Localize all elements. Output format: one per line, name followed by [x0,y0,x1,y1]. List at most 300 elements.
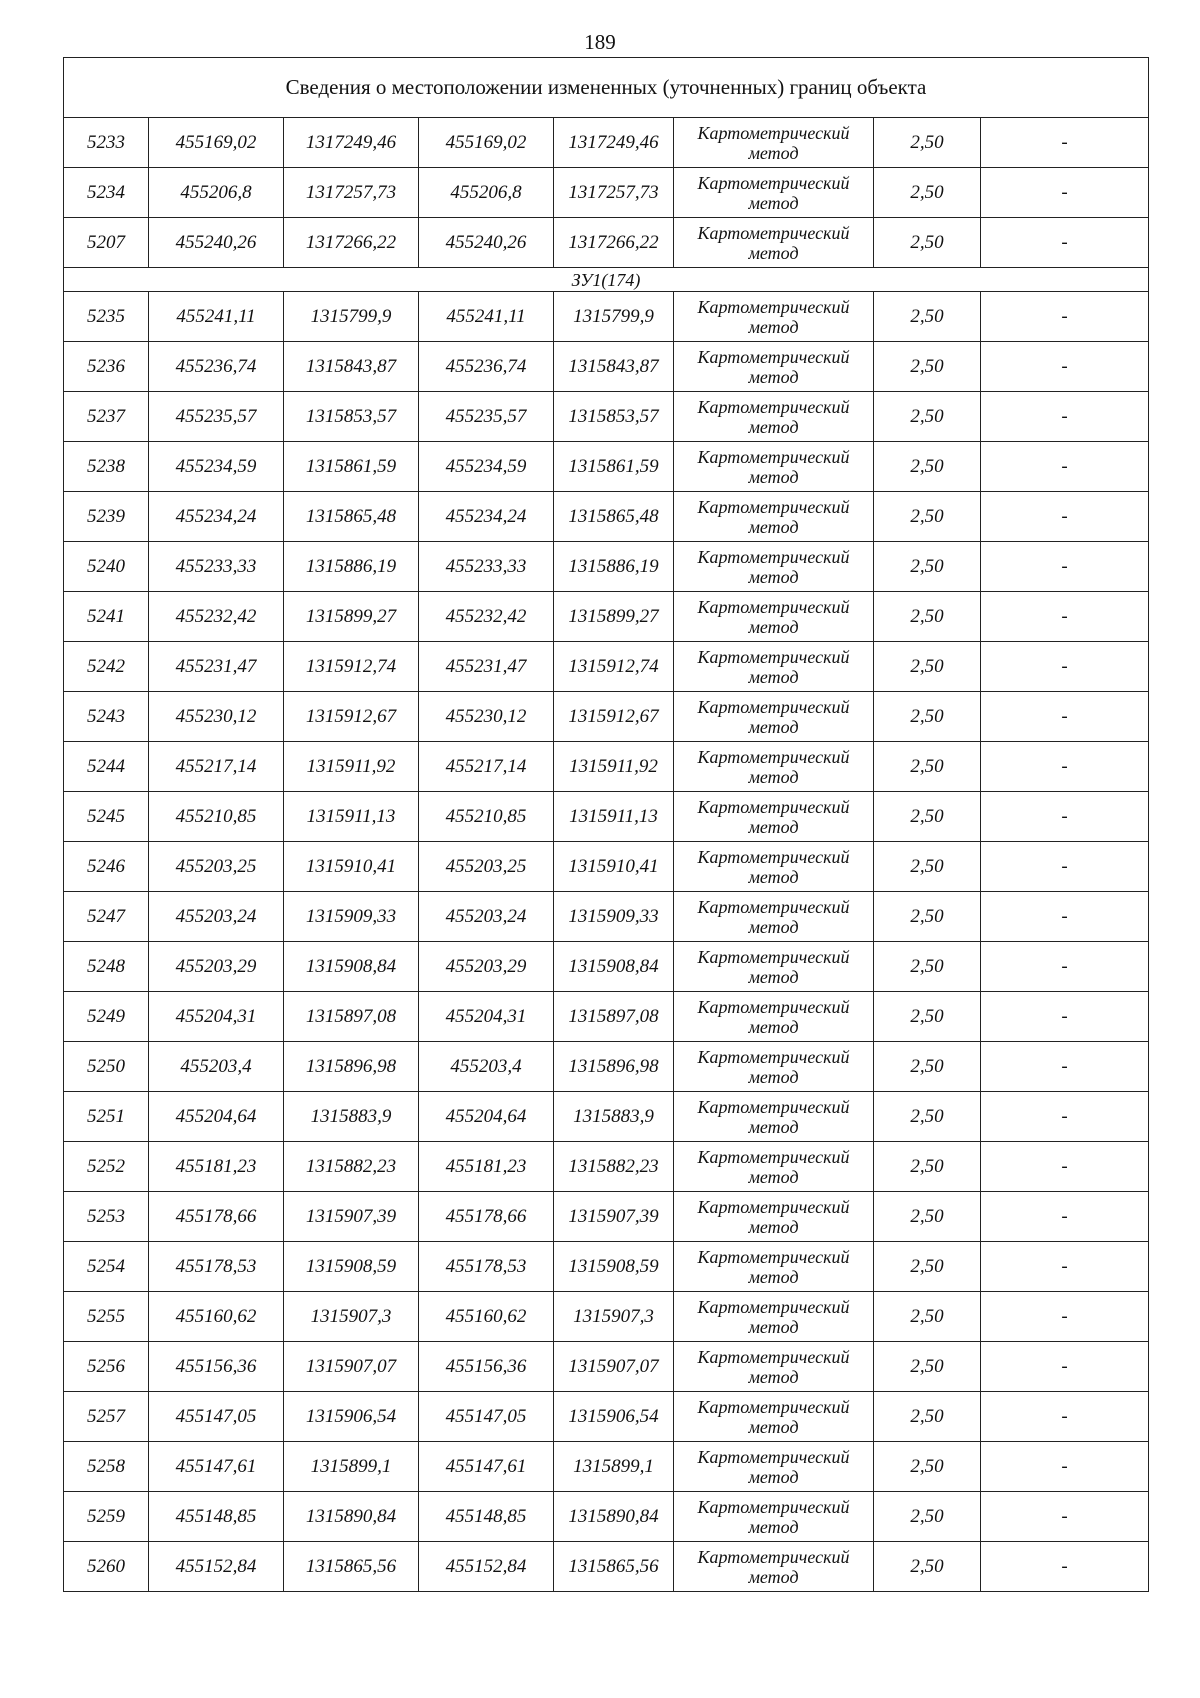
refined-y-cell: 1315886,19 [554,542,674,592]
method-line-2: метод [748,516,799,537]
existing-y-cell: 1315912,67 [284,692,419,742]
existing-x-cell: 455203,25 [149,842,284,892]
table-title: Сведения о местоположении измененных (уточненных) границ объекта [64,58,1149,118]
method-line-1: Картометрический [697,1546,850,1567]
refined-x-cell: 455156,36 [419,1342,554,1392]
refined-y-cell: 1315912,74 [554,642,674,692]
note-cell: - [981,1092,1149,1142]
existing-x-cell: 455181,23 [149,1142,284,1192]
refined-y-cell: 1315911,13 [554,792,674,842]
existing-x-cell: 455178,66 [149,1192,284,1242]
table-row [64,1542,1149,1592]
method-line-2: метод [748,416,799,437]
method-cell [674,1142,874,1192]
method-cell [674,892,874,942]
existing-y-cell: 1315899,1 [284,1442,419,1492]
existing-x-cell: 455156,36 [149,1342,284,1392]
method-line-2: метод [748,866,799,887]
accuracy-cell: 2,50 [874,1392,981,1442]
refined-y-cell: 1315890,84 [554,1492,674,1542]
method-line-1: Картометрический [697,746,850,767]
accuracy-cell: 2,50 [874,742,981,792]
table-row [64,842,1149,892]
existing-y-cell: 1315897,08 [284,992,419,1042]
existing-y-cell: 1315865,48 [284,492,419,542]
method-line-2: метод [748,316,799,337]
method-line-2: метод [748,1116,799,1137]
point-number-cell: 5245 [64,792,149,842]
table-row [64,942,1149,992]
method-cell [674,1092,874,1142]
accuracy-cell: 2,50 [874,1092,981,1142]
existing-y-cell: 1315899,27 [284,592,419,642]
method-cell [674,842,874,892]
refined-x-cell: 455206,8 [419,168,554,218]
existing-x-cell: 455236,74 [149,342,284,392]
existing-x-cell: 455231,47 [149,642,284,692]
method-line-2: метод [748,1416,799,1437]
table-row [64,1042,1149,1092]
existing-y-cell: 1315865,56 [284,1542,419,1592]
note-cell: - [981,1542,1149,1592]
accuracy-cell: 2,50 [874,792,981,842]
refined-x-cell: 455234,24 [419,492,554,542]
point-number-cell: 5247 [64,892,149,942]
method-line-2: метод [748,716,799,737]
existing-x-cell: 455178,53 [149,1242,284,1292]
method-line-1: Картометрический [697,446,850,467]
refined-y-cell: 1315906,54 [554,1392,674,1442]
existing-y-cell: 1317266,22 [284,218,419,268]
refined-x-cell: 455204,31 [419,992,554,1042]
method-line-2: метод [748,192,799,213]
accuracy-cell: 2,50 [874,342,981,392]
note-cell: - [981,218,1149,268]
method-cell [674,742,874,792]
point-number-cell: 5207 [64,218,149,268]
method-line-1: Картометрический [697,122,850,143]
table-row [64,542,1149,592]
method-cell [674,1542,874,1592]
table-row [64,1242,1149,1292]
method-line-1: Картометрический [697,946,850,967]
refined-x-cell: 455235,57 [419,392,554,442]
point-number-cell: 5234 [64,168,149,218]
table-row [64,1292,1149,1342]
table-row [64,792,1149,842]
refined-x-cell: 455178,66 [419,1192,554,1242]
method-line-1: Картометрический [697,1146,850,1167]
method-line-2: метод [748,1216,799,1237]
refined-y-cell: 1315896,98 [554,1042,674,1092]
accuracy-cell: 2,50 [874,218,981,268]
note-cell: - [981,842,1149,892]
refined-y-cell: 1315799,9 [554,292,674,342]
method-cell [674,542,874,592]
method-line-1: Картометрический [697,346,850,367]
refined-x-cell: 455231,47 [419,642,554,692]
note-cell: - [981,442,1149,492]
existing-x-cell: 455241,11 [149,292,284,342]
method-line-2: метод [748,1016,799,1037]
point-number-cell: 5235 [64,292,149,342]
refined-x-cell: 455204,64 [419,1092,554,1142]
method-line-2: метод [748,1066,799,1087]
method-line-2: метод [748,242,799,263]
note-cell: - [981,692,1149,742]
existing-y-cell: 1315799,9 [284,292,419,342]
existing-y-cell: 1315861,59 [284,442,419,492]
existing-y-cell: 1315853,57 [284,392,419,442]
note-cell: - [981,1142,1149,1192]
accuracy-cell: 2,50 [874,1542,981,1592]
accuracy-cell: 2,50 [874,1492,981,1542]
method-line-2: метод [748,666,799,687]
table-row [64,1342,1149,1392]
table-row [64,1142,1149,1192]
point-number-cell: 5251 [64,1092,149,1142]
note-cell: - [981,542,1149,592]
existing-y-cell: 1315890,84 [284,1492,419,1542]
existing-x-cell: 455203,4 [149,1042,284,1092]
point-number-cell: 5241 [64,592,149,642]
note-cell: - [981,742,1149,792]
note-cell: - [981,1442,1149,1492]
table-title-row [64,58,1149,118]
method-line-2: метод [748,1166,799,1187]
refined-y-cell: 1315897,08 [554,992,674,1042]
method-cell [674,792,874,842]
refined-y-cell: 1315908,59 [554,1242,674,1292]
method-line-1: Картометрический [697,596,850,617]
point-number-cell: 5259 [64,1492,149,1542]
refined-x-cell: 455203,29 [419,942,554,992]
point-number-cell: 5258 [64,1442,149,1492]
refined-x-cell: 455234,59 [419,442,554,492]
method-cell [674,692,874,742]
existing-y-cell: 1315896,98 [284,1042,419,1092]
accuracy-cell: 2,50 [874,692,981,742]
table-row [64,392,1149,442]
existing-y-cell: 1315843,87 [284,342,419,392]
note-cell: - [981,992,1149,1042]
refined-x-cell: 455203,24 [419,892,554,942]
table-row [64,168,1149,218]
accuracy-cell: 2,50 [874,592,981,642]
refined-y-cell: 1317257,73 [554,168,674,218]
refined-x-cell: 455232,42 [419,592,554,642]
method-cell [674,292,874,342]
method-line-1: Картометрический [697,1046,850,1067]
existing-x-cell: 455233,33 [149,542,284,592]
existing-y-cell: 1315908,59 [284,1242,419,1292]
refined-y-cell: 1315899,27 [554,592,674,642]
refined-y-cell: 1315907,3 [554,1292,674,1342]
note-cell: - [981,792,1149,842]
existing-x-cell: 455147,61 [149,1442,284,1492]
method-line-1: Картометрический [697,1346,850,1367]
method-line-1: Картометрический [697,1096,850,1117]
refined-x-cell: 455160,62 [419,1292,554,1342]
existing-x-cell: 455206,8 [149,168,284,218]
existing-y-cell: 1315907,39 [284,1192,419,1242]
point-number-cell: 5253 [64,1192,149,1242]
method-cell [674,942,874,992]
method-line-2: метод [748,366,799,387]
refined-x-cell: 455236,74 [419,342,554,392]
method-cell [674,1042,874,1092]
refined-y-cell: 1315899,1 [554,1442,674,1492]
method-cell [674,1342,874,1392]
refined-x-cell: 455230,12 [419,692,554,742]
method-line-1: Картометрический [697,996,850,1017]
accuracy-cell: 2,50 [874,1042,981,1092]
accuracy-cell: 2,50 [874,1342,981,1392]
refined-x-cell: 455181,23 [419,1142,554,1192]
existing-x-cell: 455210,85 [149,792,284,842]
refined-y-cell: 1315883,9 [554,1092,674,1142]
note-cell: - [981,342,1149,392]
table-row [64,1192,1149,1242]
method-line-2: метод [748,1516,799,1537]
existing-y-cell: 1315912,74 [284,642,419,692]
refined-x-cell: 455148,85 [419,1492,554,1542]
refined-y-cell: 1315911,92 [554,742,674,792]
accuracy-cell: 2,50 [874,842,981,892]
table-row [64,642,1149,692]
method-cell [674,1292,874,1342]
accuracy-cell: 2,50 [874,892,981,942]
method-line-1: Картометрический [697,1496,850,1517]
table-row [64,1492,1149,1542]
refined-y-cell: 1315912,67 [554,692,674,742]
note-cell: - [981,1342,1149,1392]
table-row [64,692,1149,742]
accuracy-cell: 2,50 [874,942,981,992]
accuracy-cell: 2,50 [874,542,981,592]
method-line-2: метод [748,616,799,637]
method-line-1: Картометрический [697,696,850,717]
existing-y-cell: 1315911,13 [284,792,419,842]
method-line-2: метод [748,466,799,487]
note-cell: - [981,642,1149,692]
method-cell [674,218,874,268]
point-number-cell: 5239 [64,492,149,542]
note-cell: - [981,118,1149,168]
refined-y-cell: 1317249,46 [554,118,674,168]
method-line-1: Картометрический [697,1446,850,1467]
method-line-1: Картометрический [697,222,850,243]
point-number-cell: 5255 [64,1292,149,1342]
method-line-1: Картометрический [697,1246,850,1267]
method-line-1: Картометрический [697,646,850,667]
point-number-cell: 5237 [64,392,149,442]
existing-x-cell: 455152,84 [149,1542,284,1592]
method-cell [674,992,874,1042]
note-cell: - [981,392,1149,442]
existing-y-cell: 1317257,73 [284,168,419,218]
existing-x-cell: 455234,24 [149,492,284,542]
refined-y-cell: 1315882,23 [554,1142,674,1192]
refined-x-cell: 455241,11 [419,292,554,342]
accuracy-cell: 2,50 [874,992,981,1042]
method-cell [674,118,874,168]
table-row [64,492,1149,542]
existing-y-cell: 1315909,33 [284,892,419,942]
existing-y-cell: 1315910,41 [284,842,419,892]
method-line-1: Картометрический [697,796,850,817]
group-header-row [64,268,1149,292]
method-line-2: метод [748,566,799,587]
table-row [64,218,1149,268]
refined-x-cell: 455210,85 [419,792,554,842]
method-line-2: метод [748,1466,799,1487]
point-number-cell: 5238 [64,442,149,492]
existing-y-cell: 1315886,19 [284,542,419,592]
method-line-1: Картометрический [697,396,850,417]
note-cell: - [981,1292,1149,1342]
method-cell [674,442,874,492]
method-line-2: метод [748,1316,799,1337]
refined-y-cell: 1315843,87 [554,342,674,392]
point-number-cell: 5257 [64,1392,149,1442]
existing-x-cell: 455230,12 [149,692,284,742]
refined-x-cell: 455240,26 [419,218,554,268]
note-cell: - [981,168,1149,218]
method-line-1: Картометрический [697,496,850,517]
point-number-cell: 5254 [64,1242,149,1292]
table-row [64,592,1149,642]
accuracy-cell: 2,50 [874,1292,981,1342]
method-cell [674,168,874,218]
method-cell [674,642,874,692]
method-cell [674,1242,874,1292]
note-cell: - [981,892,1149,942]
point-number-cell: 5250 [64,1042,149,1092]
method-line-1: Картометрический [697,896,850,917]
method-cell [674,1192,874,1242]
note-cell: - [981,292,1149,342]
note-cell: - [981,1242,1149,1292]
method-line-2: метод [748,1266,799,1287]
refined-y-cell: 1315865,48 [554,492,674,542]
note-cell: - [981,942,1149,992]
method-line-1: Картометрический [697,1196,850,1217]
accuracy-cell: 2,50 [874,1242,981,1292]
note-cell: - [981,1192,1149,1242]
method-cell [674,342,874,392]
existing-x-cell: 455160,62 [149,1292,284,1342]
refined-x-cell: 455217,14 [419,742,554,792]
existing-y-cell: 1315882,23 [284,1142,419,1192]
note-cell: - [981,1492,1149,1542]
existing-y-cell: 1315883,9 [284,1092,419,1142]
table-row [64,1392,1149,1442]
refined-x-cell: 455203,4 [419,1042,554,1092]
existing-x-cell: 455204,31 [149,992,284,1042]
refined-y-cell: 1315908,84 [554,942,674,992]
refined-x-cell: 455178,53 [419,1242,554,1292]
point-number-cell: 5246 [64,842,149,892]
method-line-1: Картометрический [697,546,850,567]
method-line-2: метод [748,1566,799,1587]
point-number-cell: 5248 [64,942,149,992]
method-line-1: Картометрический [697,1396,850,1417]
page-number: 189 [584,30,616,54]
method-cell [674,392,874,442]
method-cell [674,1392,874,1442]
refined-x-cell: 455152,84 [419,1542,554,1592]
note-cell: - [981,1392,1149,1442]
method-line-1: Картометрический [697,296,850,317]
method-line-1: Картометрический [697,1296,850,1317]
accuracy-cell: 2,50 [874,1442,981,1492]
existing-x-cell: 455217,14 [149,742,284,792]
refined-y-cell: 1317266,22 [554,218,674,268]
point-number-cell: 5252 [64,1142,149,1192]
point-number-cell: 5244 [64,742,149,792]
existing-x-cell: 455147,05 [149,1392,284,1442]
accuracy-cell: 2,50 [874,442,981,492]
note-cell: - [981,492,1149,542]
point-number-cell: 5240 [64,542,149,592]
table-row [64,442,1149,492]
refined-y-cell: 1315853,57 [554,392,674,442]
method-line-1: Картометрический [697,172,850,193]
table-row [64,1092,1149,1142]
method-line-2: метод [748,966,799,987]
existing-y-cell: 1315911,92 [284,742,419,792]
point-number-cell: 5249 [64,992,149,1042]
table-row [64,742,1149,792]
table-row [64,992,1149,1042]
existing-x-cell: 455169,02 [149,118,284,168]
refined-x-cell: 455233,33 [419,542,554,592]
existing-y-cell: 1315907,07 [284,1342,419,1392]
point-number-cell: 5256 [64,1342,149,1392]
refined-x-cell: 455147,61 [419,1442,554,1492]
method-line-2: метод [748,916,799,937]
existing-x-cell: 455232,42 [149,592,284,642]
existing-x-cell: 455148,85 [149,1492,284,1542]
method-cell [674,592,874,642]
existing-x-cell: 455234,59 [149,442,284,492]
refined-x-cell: 455203,25 [419,842,554,892]
method-line-2: метод [748,1366,799,1387]
table-row [64,1442,1149,1492]
accuracy-cell: 2,50 [874,642,981,692]
accuracy-cell: 2,50 [874,392,981,442]
point-number-cell: 5242 [64,642,149,692]
accuracy-cell: 2,50 [874,118,981,168]
method-cell [674,1442,874,1492]
method-line-2: метод [748,816,799,837]
point-number-cell: 5243 [64,692,149,742]
refined-y-cell: 1315907,07 [554,1342,674,1392]
method-line-2: метод [748,766,799,787]
refined-y-cell: 1315865,56 [554,1542,674,1592]
existing-y-cell: 1315908,84 [284,942,419,992]
note-cell: - [981,592,1149,642]
refined-y-cell: 1315909,33 [554,892,674,942]
note-cell: - [981,1042,1149,1092]
refined-y-cell: 1315907,39 [554,1192,674,1242]
point-number-cell: 5233 [64,118,149,168]
point-number-cell: 5260 [64,1542,149,1592]
refined-x-cell: 455147,05 [419,1392,554,1442]
refined-x-cell: 455169,02 [419,118,554,168]
boundary-coordinates-table [63,57,1149,1592]
